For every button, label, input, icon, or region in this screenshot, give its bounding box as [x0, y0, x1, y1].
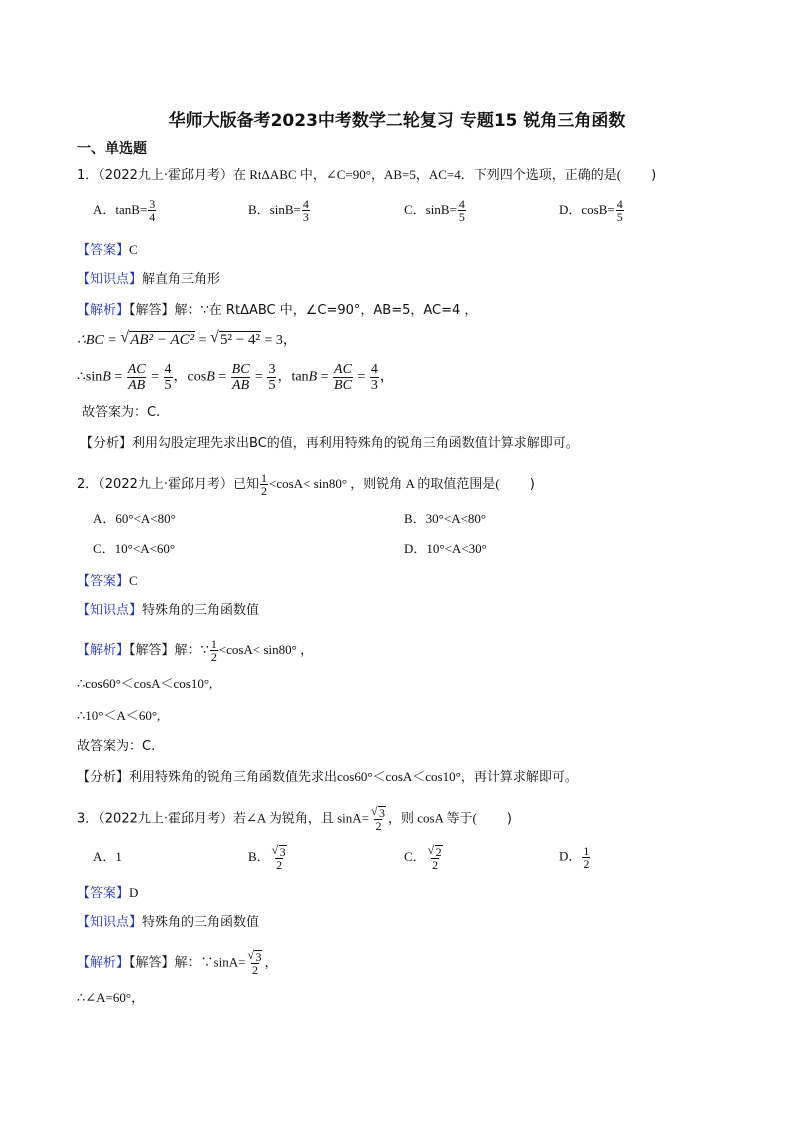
answer-value: C — [129, 242, 138, 257]
fraction: $\frac{1}{2}$ — [261, 471, 268, 498]
explain-label: 【分析】 — [80, 436, 133, 451]
fraction: $\frac{3}{5}$ — [268, 362, 276, 393]
fraction: $\frac{4}{3}$ — [370, 362, 378, 393]
document-title: 华师大版备考2023中考数学二轮复习 专题15 锐角三角函数 — [168, 111, 626, 131]
q1-solution-line-1: 【解析】【解答】解：∵在 RtΔABC 中，∠C=90°，AB=5，AC=4 ， — [77, 303, 478, 318]
q3-solution-line-1: 【解析】【解答】解：∵sinA= √ $\frac{3}{2}$ ， — [77, 950, 277, 976]
fraction: $\frac{4}{5}$ — [458, 197, 465, 224]
question-number: 1． — [77, 168, 99, 183]
square-root: √ AB² − AC² — [120, 331, 195, 349]
square-root: √ 3 — [272, 845, 287, 858]
q2-option-d: D．10°<A<30° — [404, 541, 487, 556]
q2-option-b: B．30°<A<80° — [404, 511, 487, 526]
q1-option-c: C．sinB= $\frac{4}{5}$ — [404, 197, 465, 224]
q1-option-a: A．tanB= $\frac{3}{4}$ — [93, 197, 156, 224]
fraction: $\frac{4}{5}$ — [164, 362, 172, 393]
q1-explain: 【分析】利用勾股定理先求出BC的值，再利用特殊角的锐角三角函数值计算求解即可。 — [80, 436, 579, 451]
solution-label: 【解答】 — [129, 303, 175, 318]
q1-conclusion: 故答案为：C. — [82, 405, 161, 420]
fraction: $\frac{AC}{BC}$ — [334, 362, 352, 393]
q3-option-d: D． $\frac{1}{2}$ — [559, 844, 590, 871]
q1-solution-line-3: ∴sinB = $\frac{AC}{AB}$ = $\frac{4}{5}$ ，cosB = $\frac{BC}{AB}$ = $\frac{3}{5}$ ，tanB = $\frac{AC}{BC}$ = $\frac{4}{3}$ ， — [77, 362, 394, 393]
fraction: √ $\frac{3}{2}$ — [370, 806, 387, 832]
answer-blank-close: ) — [651, 168, 657, 183]
fraction: $\frac{1}{2}$ — [583, 844, 590, 871]
question-3-stem: 3．（2022九上·霍邱月考）若∠A 为锐角，且 sinA= √ $\frac{3}{2}$ ，则 cosA 等于( ) — [77, 806, 512, 832]
q3-knowledge: 【知识点】特殊角的三角函数值 — [77, 915, 260, 930]
question-source: （2022九上·霍邱月考） — [98, 168, 233, 183]
q2-solution-line-2: ∴cos60°＜cosA＜cos10°, — [77, 676, 213, 691]
q2-answer: 【答案】C — [77, 573, 138, 589]
fraction: $\frac{AC}{AB}$ — [127, 362, 146, 393]
q3-option-a: A．1 — [93, 849, 122, 864]
q2-option-a: A．60°<A<80° — [93, 511, 176, 526]
section-heading: 一、单选题 — [77, 141, 147, 157]
fraction: $\frac{4}{3}$ — [302, 197, 309, 224]
fraction: √ $\frac{2}{2}$ — [427, 845, 444, 871]
q3-option-c: C． √ $\frac{2}{2}$ — [404, 845, 445, 871]
q3-option-b: B． √ $\frac{3}{2}$ — [248, 845, 289, 871]
q3-answer: 【答案】D — [77, 885, 139, 901]
q2-option-c: C．10°<A<60° — [93, 541, 176, 556]
fraction: $\frac{1}{2}$ — [210, 637, 217, 664]
square-root: √ 3 — [247, 950, 262, 963]
question-2-stem: 2．（2022九上·霍邱月考）已知 $\frac{1}{2}$ <cosA< sin80° ，则锐角 A 的取值范围是( ) — [77, 471, 535, 498]
square-root: √ 5² − 4² — [210, 331, 261, 349]
q2-explain: 【分析】利用特殊角的锐角三角函数值先求出cos60°＜cosA＜cos10°，再计算求解即可。 — [77, 769, 578, 785]
knowledge-label: 【知识点】 — [77, 272, 143, 287]
q1-answer — [77, 241, 138, 260]
fraction: √ $\frac{3}{2}$ — [271, 845, 288, 871]
square-root: √ 3 — [371, 806, 386, 819]
q2-knowledge: 【知识点】特殊角的三角函数值 — [77, 603, 260, 618]
fraction: $\frac{4}{5}$ — [616, 197, 623, 224]
q2-solution-line-3: ∴10°＜A＜60°, — [77, 708, 161, 723]
q1-option-d: D．cosB= $\frac{4}{5}$ — [559, 197, 623, 224]
fraction: $\frac{BC}{AB}$ — [231, 362, 250, 393]
knowledge-value: 解直角三角形 — [142, 272, 221, 287]
q3-solution-line-2: ∴∠A=60°， — [77, 990, 145, 1005]
answer-label: 【答案】 — [77, 243, 130, 258]
square-root: √ 2 — [428, 845, 443, 858]
q1-solution-line-2: ∴BC = √ AB² − AC² = √ 5² − 4² = 3， — [77, 331, 297, 350]
q2-solution-line-1: 【解析】【解答】解：∵ $\frac{1}{2}$ <cosA< sin80° ， — [77, 637, 314, 664]
q1-knowledge — [77, 271, 220, 289]
question-1-stem — [77, 166, 656, 185]
analysis-label: 【解析】 — [77, 303, 130, 318]
q2-conclusion: 故答案为：C. — [77, 739, 156, 754]
fraction: √ $\frac{3}{2}$ — [246, 950, 263, 976]
fraction: $\frac{3}{4}$ — [149, 197, 156, 224]
question-text: 在 RtΔABC 中，∠C=90°，AB=5，AC=4．下列四个选项，正确的是( — [233, 167, 622, 182]
q1-option-b: B．sinB= $\frac{4}{3}$ — [248, 197, 309, 224]
